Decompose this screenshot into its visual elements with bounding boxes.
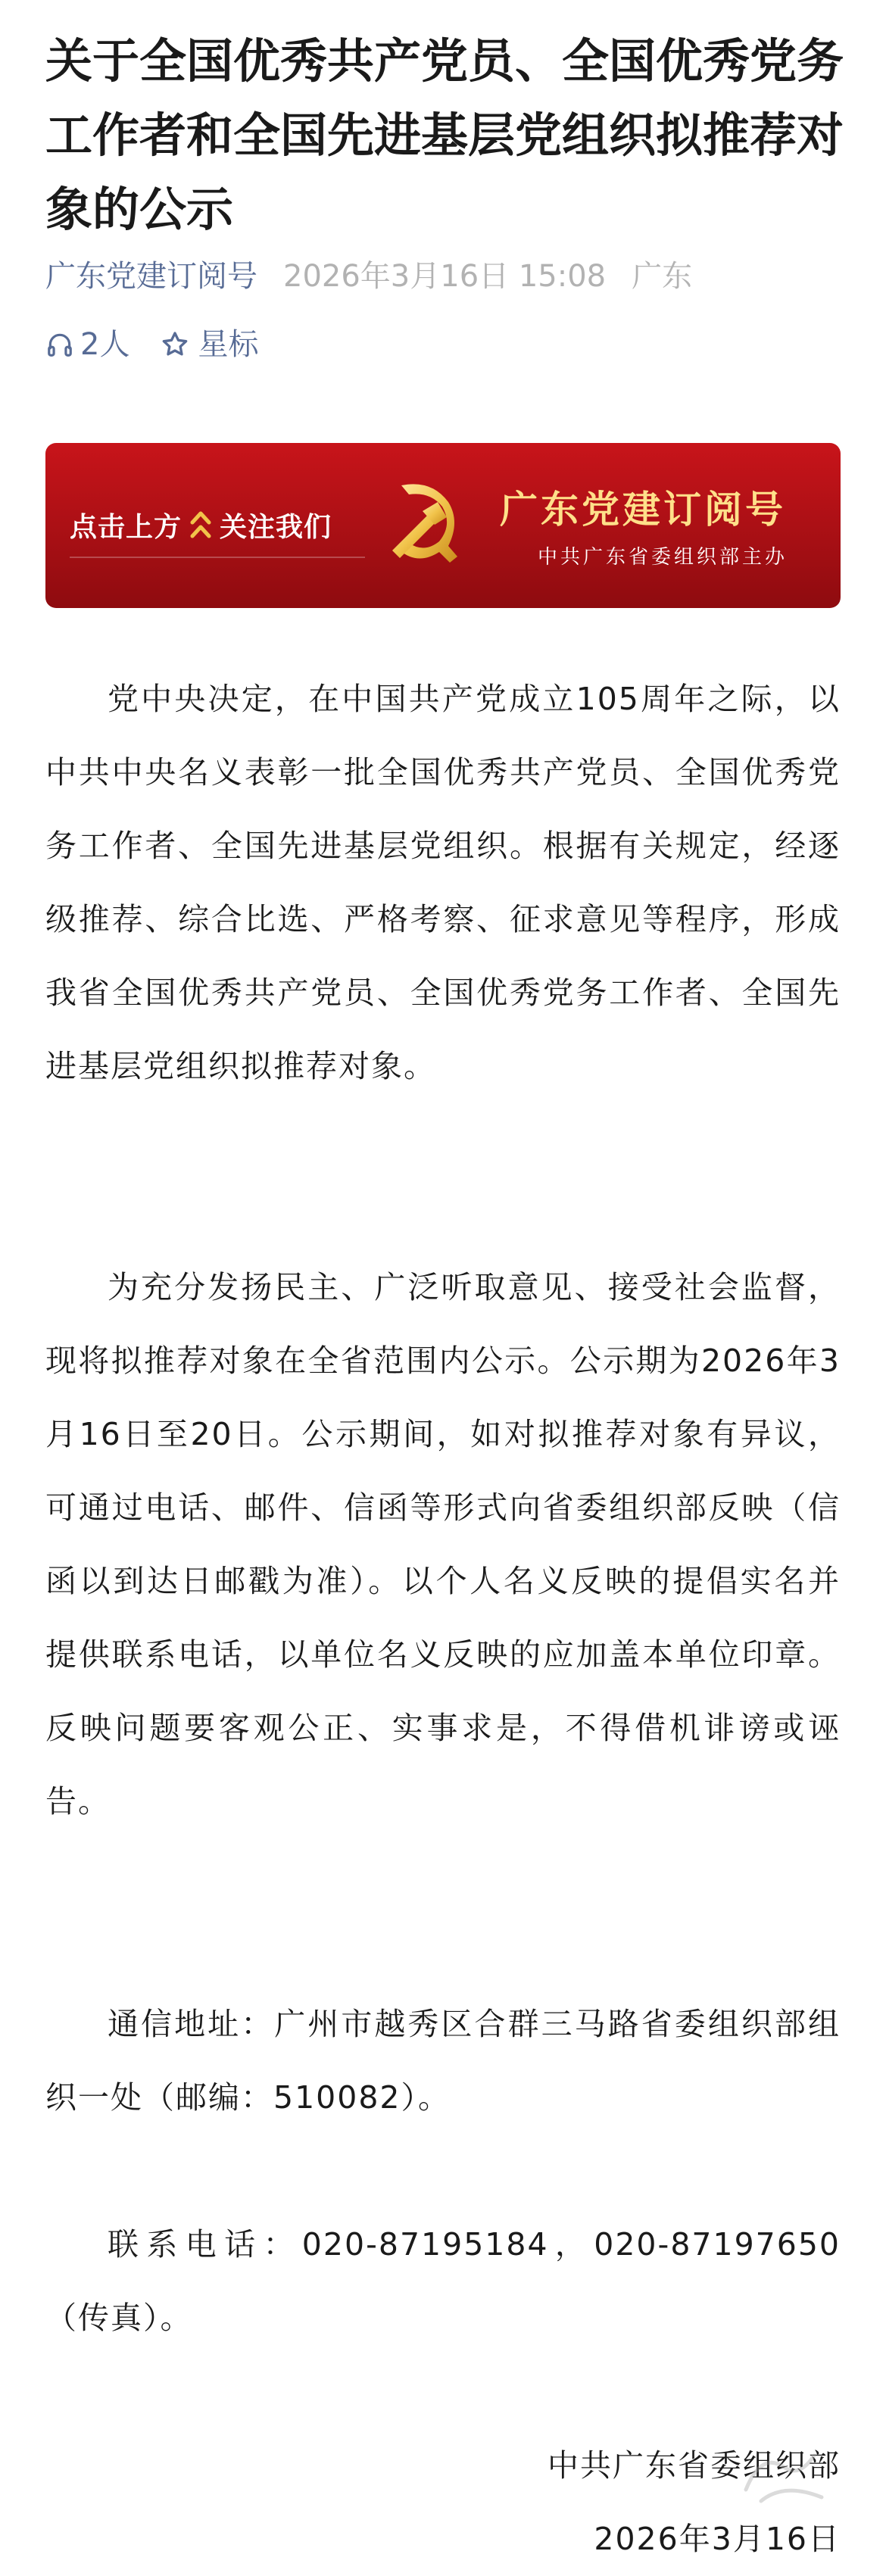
article-actions <box>45 322 258 367</box>
paragraph-address: 通信地址：广州市越秀区合群三马路省委组织部组织一处（邮编：510082）。 <box>45 2006 841 2116</box>
article-title: 关于全国优秀共产党员、全国优秀党务工作者和全国先进基层党组织拟推荐对象的公示 <box>45 33 844 237</box>
account-name-link[interactable]: 广东党建订阅号 <box>45 259 257 294</box>
star-button[interactable] <box>160 322 258 367</box>
banner-follow-prompt <box>70 502 332 547</box>
signature-org: 中共广东省委组织部 <box>548 2447 841 2484</box>
paragraph-intro: 党中央决定，在中国共产党成立105周年之际，以中共中央名义表彰一批全国优秀共产党员、全国优秀党务工作者、全国先进基层党组织。根据有关规定，经逐级推荐、综合比选、严格考察、征求意见等程序，形成我省全国优秀共产党员、全国优秀党务工作者、全国先进基层党组织拟推荐对象。 <box>45 681 841 1084</box>
banner-text-follow-us: 关注我们 <box>220 511 332 543</box>
watermark-logo <box>731 2437 844 2512</box>
banner-text-click-above: 点击上方 <box>70 511 183 543</box>
star-outline-icon <box>160 329 190 360</box>
signature-date: 2026年3月16日 <box>594 2521 841 2557</box>
listen-count-button[interactable] <box>45 322 129 367</box>
star-label: 星标 <box>198 327 259 362</box>
party-emblem-icon <box>379 472 477 578</box>
listen-count: 2人 <box>80 327 130 362</box>
paragraph-phone: 联系电话：020-87195184，020-87197650（传真）。 <box>45 2226 841 2336</box>
publish-region: 广东 <box>632 259 693 294</box>
publish-date: 2026年3月16日 15:08 <box>283 259 607 294</box>
banner-sponsor: 中共广东省委组织部主办 <box>538 546 788 569</box>
banner-account-name: 广东党建订阅号 <box>500 488 786 532</box>
follow-banner[interactable] <box>45 443 841 608</box>
article-meta <box>45 254 848 299</box>
headphones-icon <box>45 330 74 359</box>
double-chevron-up-icon <box>189 507 212 542</box>
banner-divider <box>70 557 365 558</box>
paragraph-publicity: 为充分发扬民主、广泛听取意见、接受社会监督，现将拟推荐对象在全省范围内公示。公示期为2026年3月16日至20日。公示期间，如对拟推荐对象有异议，可通过电话、邮件、信函等形式向省委组织部反映（信函以到达日邮戳为准）。以个人名义反映的提倡实名并提供联系电话，以单位名义反映的应加盖本单位印章。反映问题要客观公正、实事求是，不得借机诽谤或诬告。 <box>45 1269 841 1820</box>
